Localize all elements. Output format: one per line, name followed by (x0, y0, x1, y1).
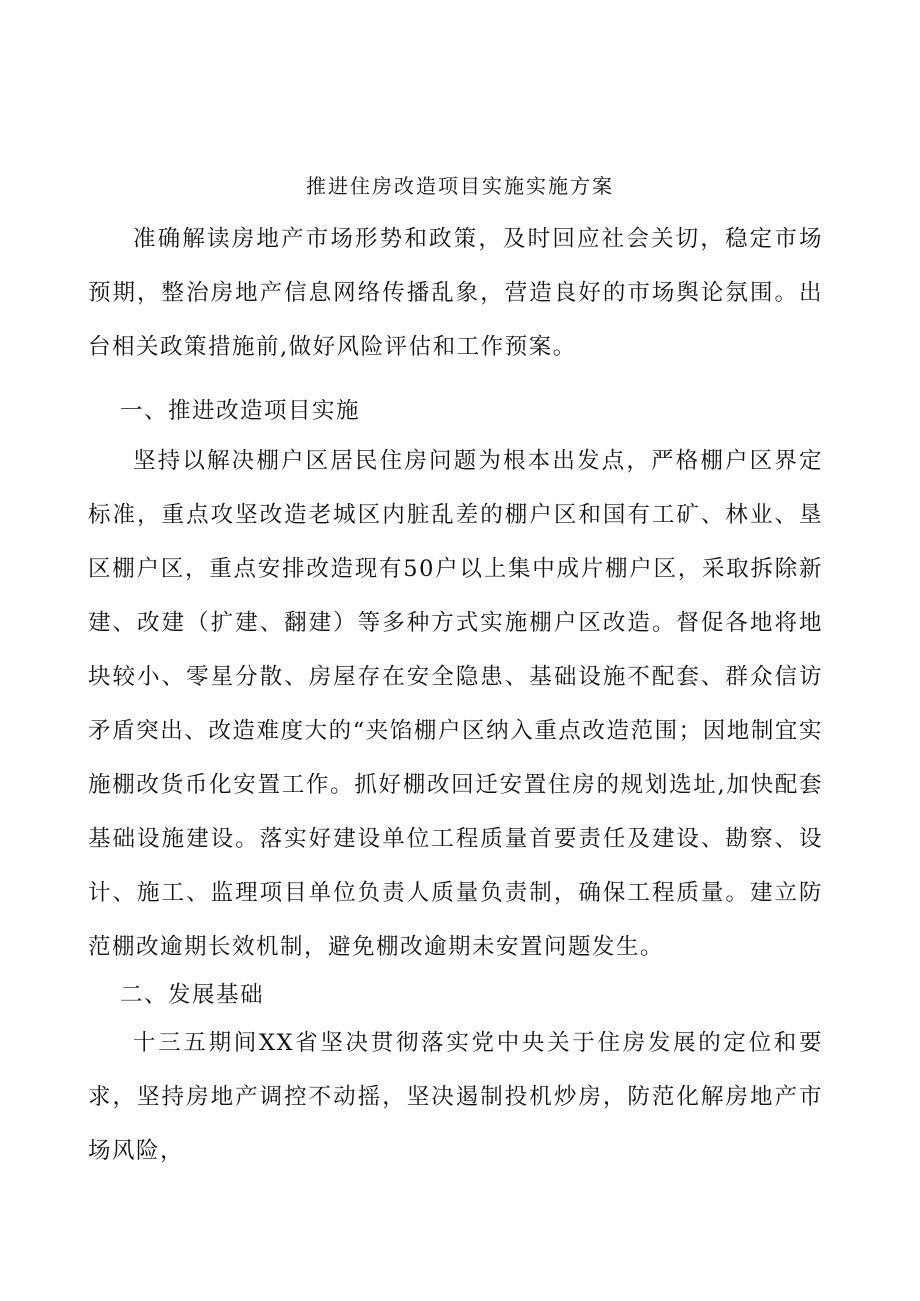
section-1-paragraph: 坚持以解决棚户区居民住房问题为根本出发点，严格棚户区界定标准，重点攻坚改造老城区内脏乱差的棚户区和国有工矿、林业、垦区棚户区，重点安排改造现有50户以上集中成片棚户区，采取拆除新建、改建（扩建、翻建）等多种方式实施棚户区改造。督促各地将地块较小、零星分散、房屋存在安全隐患、基础设施不配套、群众信访矛盾突出、改造难度大的“夹馅棚户区纳入重点改造范围；因地制宜实施棚改货币化安置工作。抓好棚改回迁安置住房的规划选址,加快配套基础设施建设。落实好建设单位工程质量首要责任及建设、勘察、设计、施工、监理项目单位负责人质量负责制，确保工程质量。建立防范棚改逾期长效机制，避免棚改逾期未安置问题发生。 (88, 448, 823, 960)
section-heading-1: 一、推进改造项目实施 (120, 398, 361, 424)
section-2-paragraph: 十三五期间XX省坚决贯彻落实党中央关于住房发展的定位和要求，坚持房地产调控不动摇，坚决遏制投机炒房，防范化解房地产市场风险， (88, 1030, 823, 1164)
document-title: 推进住房改造项目实施实施方案 (306, 174, 614, 198)
section-heading-2: 二、发展基础 (120, 982, 265, 1008)
intro-paragraph: 准确解读房地产市场形势和政策，及时回应社会关切，稳定市场预期，整治房地产信息网络传播乱象，营造良好的市场舆论氛围。出台相关政策措施前,做好风险评估和工作预案。 (88, 226, 823, 360)
